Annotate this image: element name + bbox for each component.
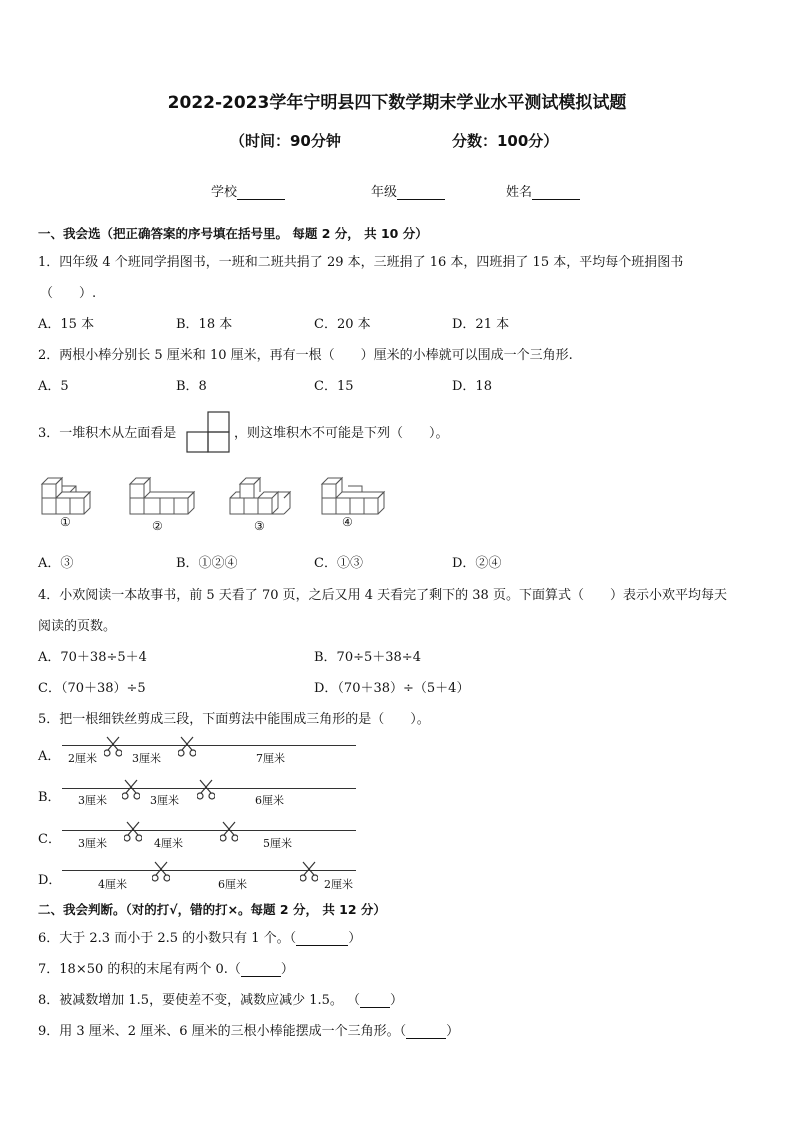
q4-option-c: C．（70＋38）÷5	[38, 681, 146, 696]
grade-blank	[397, 187, 445, 200]
block-figure-1	[40, 476, 100, 518]
fig-label-4: ④	[342, 515, 353, 529]
q1-option-b: B．18 本	[176, 317, 233, 332]
q5-b-seg1: 3厘米	[78, 794, 107, 807]
q8-answer-blank[interactable]	[360, 994, 390, 1008]
q5-a-seg3: 7厘米	[256, 752, 285, 765]
name-label: 姓名	[506, 185, 533, 200]
scissors-icon	[104, 735, 122, 761]
q7-text	[38, 958, 294, 977]
name-blank	[532, 187, 580, 200]
q2-option-d: D．18	[452, 379, 492, 394]
q9-close: ）	[446, 1024, 460, 1039]
grade-field	[371, 181, 445, 200]
fig-label-2: ②	[152, 519, 163, 533]
q3-option-a: A．③	[38, 556, 74, 571]
q5-option-b-label: B．	[38, 790, 61, 805]
q9-label: 9．用 3 厘米、2 厘米、6 厘米的三根小棒能摆成一个三角形。（	[38, 1024, 407, 1039]
q3-text-a: 3．一堆积木从左面看是	[38, 426, 177, 441]
school-label: 学校	[211, 185, 238, 200]
time-label: （时间：90分钟	[230, 132, 341, 150]
scissors-icon	[220, 820, 238, 846]
fig-label-1: ①	[60, 515, 71, 529]
q5-option-d-label: D．	[38, 873, 62, 888]
q7-answer-blank[interactable]	[241, 963, 281, 977]
scissors-icon	[197, 778, 215, 804]
q5-d-seg1: 4厘米	[98, 878, 127, 891]
q7-close: ）	[280, 962, 294, 977]
name-field	[506, 181, 580, 200]
q3-text-b: ，则这堆积木不可能是下列（ ）。	[234, 426, 449, 441]
q5-text: 5．把一根细铁丝剪成三段，下面剪法中能围成三角形的是（ ）。	[38, 712, 430, 727]
block-figure-2	[128, 476, 196, 518]
q5-option-c-label: C．	[38, 832, 61, 847]
q2-option-c: C．15	[314, 379, 354, 394]
scissors-icon	[300, 860, 318, 886]
q5-d-seg3: 2厘米	[324, 878, 353, 891]
q1-text: 1．四年级 4 个班同学捐图书，一班和二班共捐了 29 本，三班捐了 16 本，四班捐了 15 本，平均每个班捐图书	[38, 255, 684, 270]
q2-option-a: A．5	[38, 379, 69, 394]
section1-heading: 一、我会选（把正确答案的序号填在括号里。 每题 2 分， 共 10 分）	[38, 226, 428, 241]
score-label: 分数：100分）	[452, 132, 559, 150]
q8-text	[38, 989, 403, 1008]
q5-c-seg1: 3厘米	[78, 837, 107, 850]
q5-b-seg3: 6厘米	[255, 794, 284, 807]
q1-option-c: C．20 本	[314, 317, 371, 332]
scissors-icon	[124, 820, 142, 846]
page-title: 2022-2023学年宁明县四下数学期末学业水平测试模拟试题	[167, 93, 627, 113]
q4-option-d: D．（70＋38）÷（5＋4）	[314, 681, 470, 696]
scissors-icon	[178, 735, 196, 761]
school-field	[211, 181, 285, 200]
q4-text2: 阅读的页数。	[38, 619, 117, 634]
block-figure-3	[228, 476, 292, 518]
q9-text	[38, 1020, 459, 1039]
q5-b-seg2: 3厘米	[150, 794, 179, 807]
q8-close: ）	[390, 993, 404, 1008]
q6-close: ）	[348, 931, 362, 946]
q5-a-seg2: 3厘米	[132, 752, 161, 765]
q1-text2: （ ）.	[40, 286, 97, 301]
q3-option-b: B．①②④	[176, 556, 238, 571]
q3-option-c: C．①③	[314, 556, 363, 571]
q5-c-seg3: 5厘米	[263, 837, 292, 850]
q4-text: 4．小欢阅读一本故事书，前 5 天看了 70 页，之后又用 4 天看完了剩下的 38 页。下面算式（ ）表示小欢平均每天	[38, 588, 727, 603]
q6-label: 6．大于 2.3 而小于 2.5 的小数只有 1 个。（	[38, 931, 297, 946]
section2-heading: 二、我会判断。（对的打√，错的打×。每题 2 分， 共 12 分）	[38, 902, 386, 917]
fig-label-3: ③	[254, 519, 265, 533]
grade-label: 年级	[371, 185, 398, 200]
left-view-figure	[186, 410, 232, 454]
q1-option-a: A．15 本	[38, 317, 95, 332]
q4-option-a: A．70＋38÷5＋4	[38, 650, 147, 665]
q1-option-d: D．21 本	[452, 317, 510, 332]
q5-a-seg1: 2厘米	[68, 752, 97, 765]
q9-answer-blank[interactable]	[406, 1025, 446, 1039]
q4-option-b: B．70÷5＋38÷4	[314, 650, 421, 665]
q5-d-seg2: 6厘米	[218, 878, 247, 891]
q5-option-a-label: A．	[38, 749, 61, 764]
q6-text	[38, 927, 361, 946]
scissors-icon	[122, 778, 140, 804]
q5-c-seg2: 4厘米	[154, 837, 183, 850]
school-blank	[237, 187, 285, 200]
q8-label: 8．被减数增加 1.5，要使差不变，减数应减少 1.5。 （	[38, 993, 361, 1008]
scissors-icon	[152, 860, 170, 886]
block-figure-4	[320, 476, 386, 518]
q2-option-b: B．8	[176, 379, 207, 394]
q7-label: 7．18×50 的积的末尾有两个 0.（	[38, 962, 241, 977]
q3-option-d: D．②④	[452, 556, 502, 571]
q2-text: 2．两根小棒分别长 5 厘米和 10 厘米，再有一根（ ）厘米的小棒就可以围成一个三角形.	[38, 348, 573, 363]
q6-answer-blank[interactable]	[296, 932, 348, 946]
q5-c-wire	[62, 830, 356, 831]
